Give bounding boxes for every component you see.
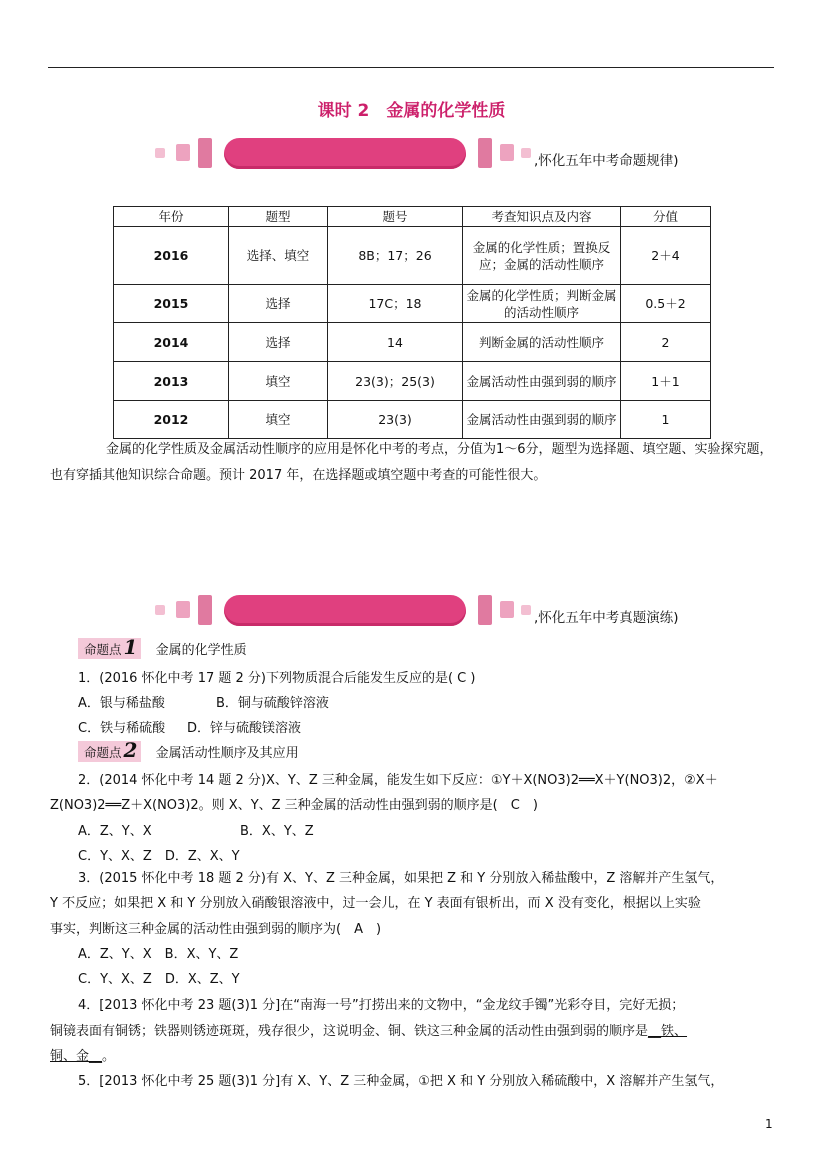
banner-square-decoration — [500, 601, 514, 618]
table-cell-score: 2 — [621, 323, 711, 362]
table-cell-score: 2＋4 — [621, 227, 711, 285]
section-heading-2 — [78, 738, 299, 762]
table-cell-content: 金属活动性由强到弱的顺序 — [463, 362, 621, 401]
table-cell-year: 2012 — [114, 401, 229, 439]
question-5-line-1: 5．[2013 怀化中考 25 题(3)1 分]有 X、Y、Z 三种金属，①把 X 和 Y 分别放入稀硫酸中，X 溶解并产生氢气， — [78, 1074, 724, 1089]
banner-pill — [224, 595, 466, 626]
table-header-cell: 题号 — [328, 207, 463, 227]
question-4-line-2: 铜镜表面有铜锈；铁器则锈迹斑斑，残存很少，这说明金、铜、铁这三种金属的活动性由强到弱的顺序是__铁、 — [50, 1024, 688, 1039]
question-4-line-1: 4．[2013 怀化中考 23 题(3)1 分]在“南海一号”打捞出来的文物中，“金龙纹手镯”光彩夺目，完好无损； — [78, 998, 685, 1013]
banner-square-decoration — [198, 595, 212, 625]
banner-caption: ,怀化五年中考真题演练) — [534, 610, 679, 626]
banner-square-decoration — [478, 138, 492, 168]
q3-options-cd: C．Y、X、Z D．X、Z、Y — [78, 972, 240, 987]
table-row — [114, 227, 711, 285]
table-row — [114, 285, 711, 323]
table-cell-content: 金属活动性由强到弱的顺序 — [463, 401, 621, 439]
table-cell-type: 填空 — [229, 401, 328, 439]
q1-option-a: A．银与稀盐酸 — [78, 696, 165, 711]
table-cell-type: 选择 — [229, 285, 328, 323]
section-banner-patterns — [150, 138, 740, 172]
table-cell-number: 23(3)；25(3) — [328, 362, 463, 401]
q1-option-c: C．铁与稀硫酸 — [78, 721, 166, 736]
banner-square-decoration — [155, 605, 165, 615]
table-cell-year: 2014 — [114, 323, 229, 362]
summary-paragraph: 金属的化学性质及金属活动性顺序的应用是怀化中考的考点，分值为1～6分，题型为选择题、填空题、实验探究题，也有穿插其他知识综合命题。预计 2017 年，在选择题或填空题中考查的可能性很大。 — [50, 442, 773, 483]
banner-square-decoration — [155, 148, 165, 158]
table-cell-type: 填空 — [229, 362, 328, 401]
topic-tag: 命题点 2 — [78, 741, 141, 762]
table-cell-score: 0.5＋2 — [621, 285, 711, 323]
table-cell-year: 2016 — [114, 227, 229, 285]
question-2-line-2: Z(NO3)2══Z＋X(NO3)2。则 X、Y、Z 三种金属的活动性由强到弱的顺序是( C ) — [50, 798, 538, 813]
banner-square-decoration — [521, 605, 531, 615]
page-number: 1 — [765, 1117, 773, 1131]
answer-blank: __铁、 — [648, 1024, 688, 1039]
question-3-line-3: 事实，判断这三种金属的活动性由强到弱的顺序为( A ) — [50, 922, 382, 937]
table-cell-year: 2015 — [114, 285, 229, 323]
banner-square-decoration — [176, 601, 190, 618]
question-3-line-2: Y 不反应；如果把 X 和 Y 分别放入硝酸银溶液中，过一会儿，在 Y 表面有银析出，而 X 没有变化，根据以上实验 — [50, 896, 701, 911]
table-cell-number: 17C；18 — [328, 285, 463, 323]
question-1-stem: 1．(2016 怀化中考 17 题 2 分)下列物质混合后能发生反应的是( C ) — [78, 671, 476, 686]
section-banner-practice — [150, 595, 740, 629]
q1-option-d: D．锌与硫酸镁溶液 — [187, 721, 302, 736]
table-cell-number: 14 — [328, 323, 463, 362]
q2-option-b: B．X、Y、Z — [240, 824, 314, 839]
table-cell-content: 判断金属的活动性顺序 — [463, 323, 621, 362]
banner-square-decoration — [500, 144, 514, 161]
page-title: 课时 2 金属的化学性质 — [317, 101, 506, 121]
section-title: 金属的化学性质 — [155, 643, 247, 658]
table-cell-content: 金属的化学性质；判断金属的活动性顺序 — [463, 285, 621, 323]
banner-square-decoration — [176, 144, 190, 161]
banner-square-decoration — [478, 595, 492, 625]
table-row — [114, 362, 711, 401]
table-cell-year: 2013 — [114, 362, 229, 401]
table-header-cell: 年份 — [114, 207, 229, 227]
answer-blank: 铜、金__ — [50, 1049, 103, 1064]
exam-pattern-table — [113, 206, 711, 439]
question-4-line-3: 铜、金__。 — [50, 1049, 116, 1064]
table-header-cell: 分值 — [621, 207, 711, 227]
table-cell-type: 选择、填空 — [229, 227, 328, 285]
table-row — [114, 323, 711, 362]
table-cell-score: 1＋1 — [621, 362, 711, 401]
table-cell-number: 23(3) — [328, 401, 463, 439]
banner-square-decoration — [521, 148, 531, 158]
banner-square-decoration — [198, 138, 212, 168]
table-header-cell: 考查知识点及内容 — [463, 207, 621, 227]
header-rule — [48, 67, 774, 68]
question-2-line-1: 2．(2014 怀化中考 14 题 2 分)X、Y、Z 三种金属，能发生如下反应：①Y＋X(NO3)2══X＋Y(NO3)2，②X＋ — [78, 773, 718, 788]
banner-pill — [224, 138, 466, 169]
q3-options-ab: A．Z、Y、X B．X、Y、Z — [78, 947, 239, 962]
section-title: 金属活动性顺序及其应用 — [155, 746, 299, 761]
q1-option-b: B．铜与硫酸锌溶液 — [216, 696, 329, 711]
banner-caption: ,怀化五年中考命题规律) — [534, 153, 679, 169]
table-cell-content: 金属的化学性质；置换反应；金属的活动性顺序 — [463, 227, 621, 285]
q2-option-a: A．Z、Y、X — [78, 824, 152, 839]
table-cell-score: 1 — [621, 401, 711, 439]
table-header-row — [114, 207, 711, 227]
table-header-cell: 题型 — [229, 207, 328, 227]
q2-options-cd: C．Y、X、Z D．Z、X、Y — [78, 849, 240, 864]
table-cell-type: 选择 — [229, 323, 328, 362]
question-3-line-1: 3．(2015 怀化中考 18 题 2 分)有 X、Y、Z 三种金属，如果把 Z 和 Y 分别放入稀盐酸中，Z 溶解并产生氢气， — [78, 871, 724, 886]
table-row — [114, 401, 711, 439]
section-heading-1 — [78, 635, 247, 659]
topic-tag: 命题点 1 — [78, 638, 141, 659]
table-cell-number: 8B；17；26 — [328, 227, 463, 285]
